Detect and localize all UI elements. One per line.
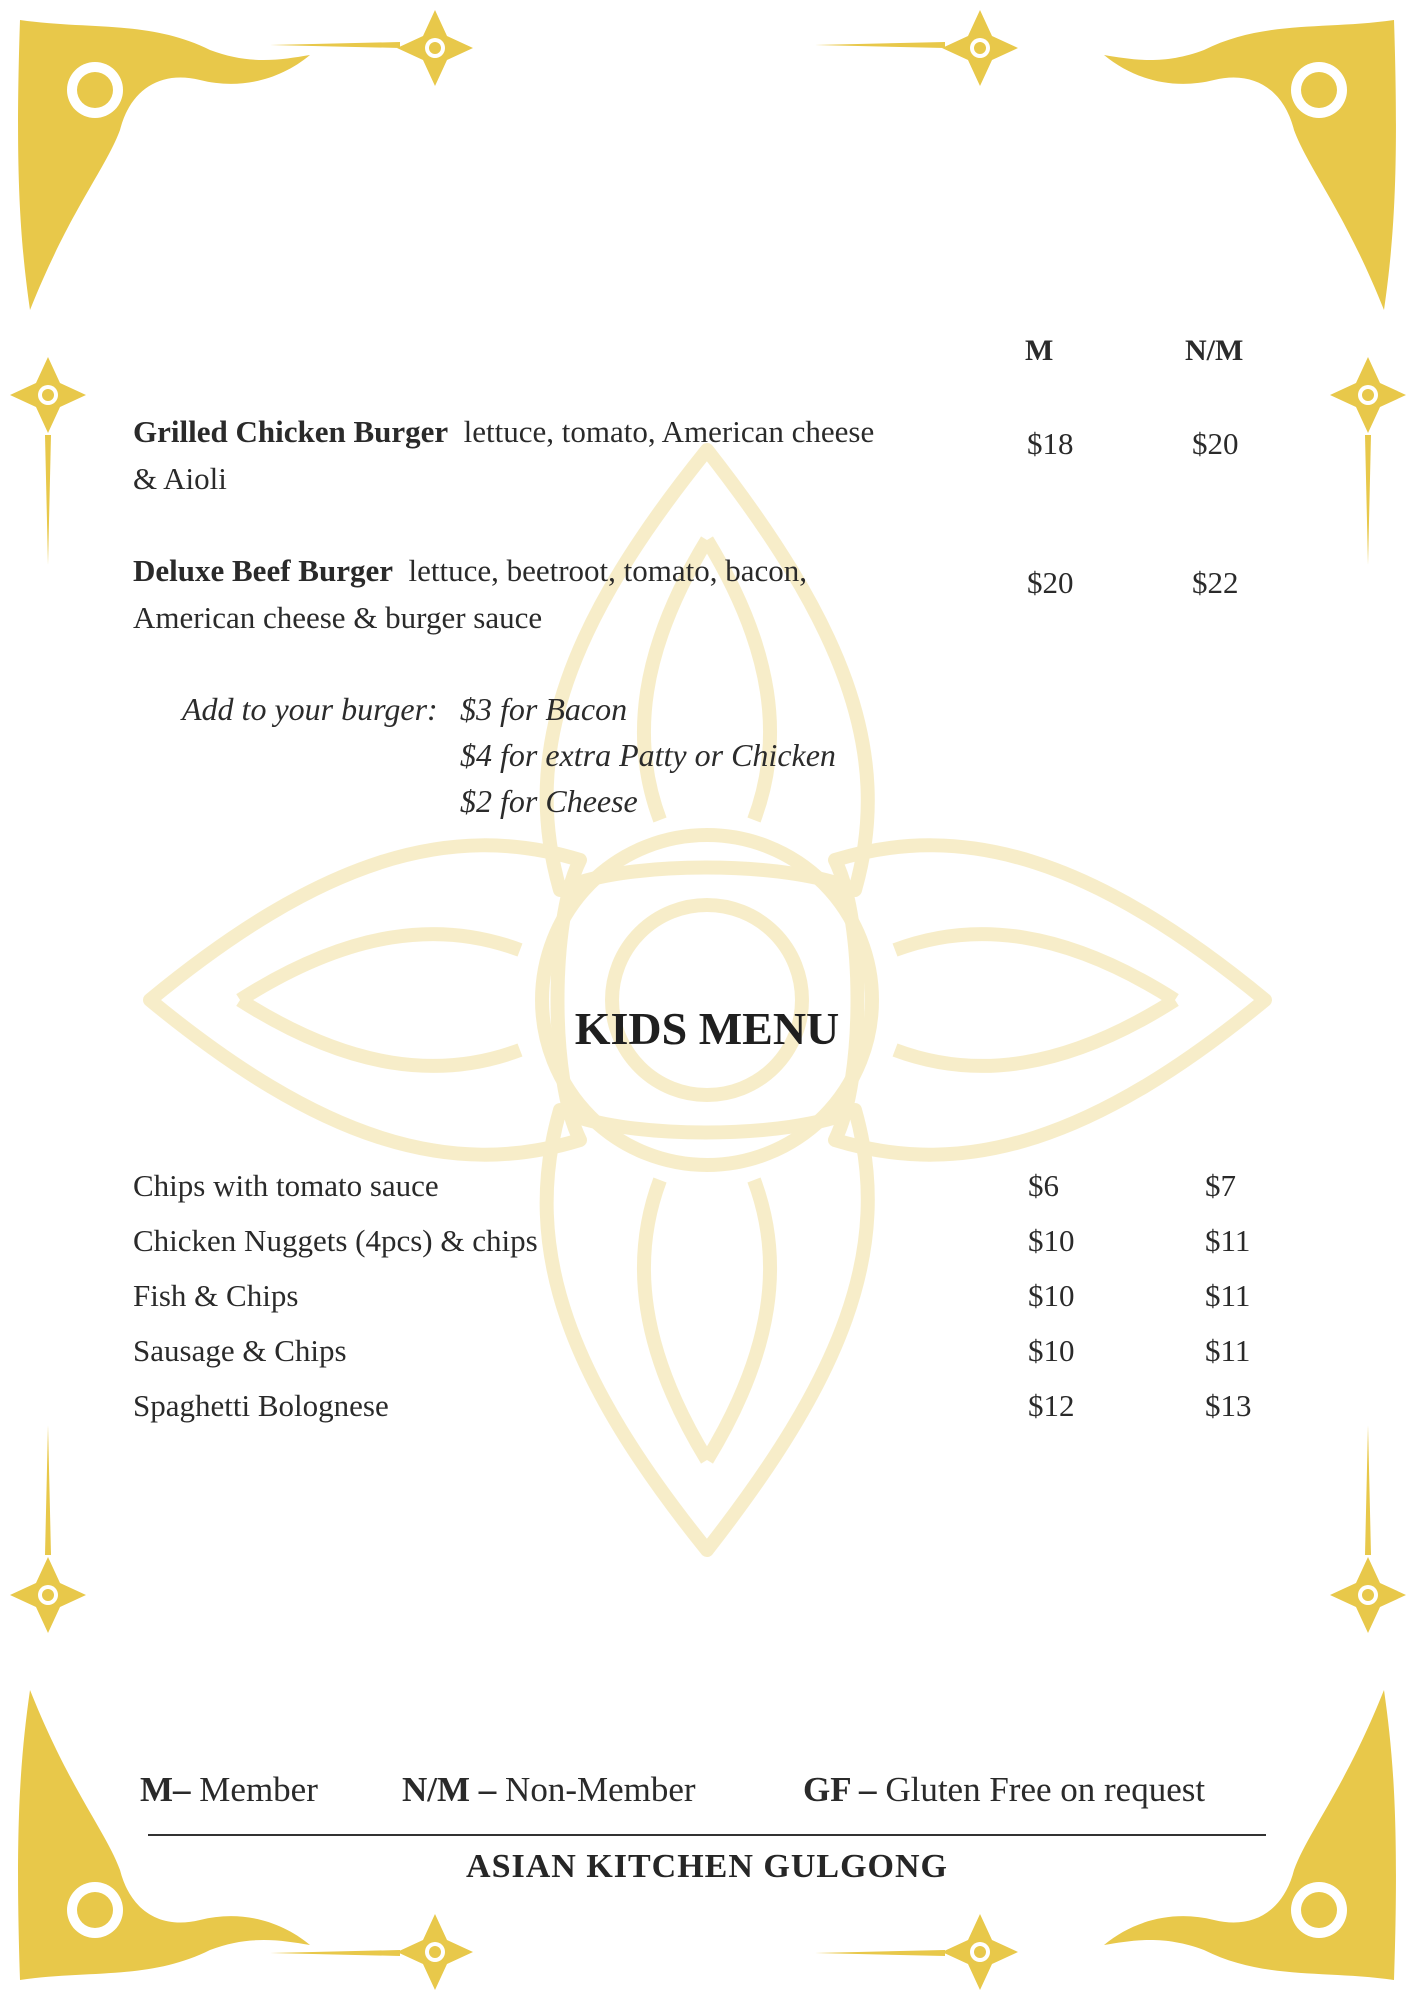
kids-menu-row [133,1333,1263,1388]
flower-ornament-right-upper-icon [1328,355,1408,435]
legend-gluten-free [803,1770,1205,1810]
spike-ornament-left-upper-icon [43,435,53,565]
price-member: $10 [1028,1333,1075,1368]
kids-item-name: Chicken Nuggets (4pcs) & chips [133,1223,538,1258]
kids-menu-row [133,1388,1263,1443]
price-non-member: $11 [1205,1333,1251,1368]
flower-ornament-bottom-left-icon [395,1912,475,1992]
flower-ornament-right-lower-icon [1328,1555,1408,1635]
spike-ornament-top-left-icon [270,40,400,50]
price-non-member: $20 [1192,426,1239,461]
price-non-member: $11 [1205,1278,1251,1313]
price-non-member: $13 [1205,1388,1252,1423]
legend-value: Non-Member [505,1770,696,1809]
legend-value: Member [199,1770,318,1809]
kids-menu-row [133,1278,1263,1333]
footer-divider [148,1834,1266,1836]
non-member-column-header: N/M [1185,334,1244,367]
flower-ornament-left-upper-icon [8,355,88,435]
spike-ornament-bottom-center-icon [815,1948,945,1958]
legend-member [140,1770,318,1810]
spike-ornament-top-center-icon [815,40,945,50]
flower-ornament-bottom-right-icon [940,1912,1020,1992]
flower-ornament-left-lower-icon [8,1555,88,1635]
price-member: $20 [1027,565,1074,600]
price-member: $6 [1028,1168,1059,1203]
kids-menu-row [133,1223,1263,1278]
kids-item-name: Sausage & Chips [133,1333,347,1368]
menu-item-grilled-chicken-burger [133,408,993,502]
menu-item-name: Grilled Chicken Burger [133,414,449,449]
addon-option: $3 for Bacon [460,691,628,727]
kids-item-name: Chips with tomato sauce [133,1168,439,1203]
menu-item-description: lettuce, tomato, American cheese [463,414,875,449]
restaurant-name: ASIAN KITCHEN GULGONG [466,1848,948,1885]
kids-menu-title: KIDS MENU [574,1003,840,1054]
menu-item-name: Deluxe Beef Burger [133,553,393,588]
spike-ornament-bottom-left-icon [270,1948,400,1958]
flower-ornament-top-left-icon [395,8,475,88]
member-column-header: M [1025,334,1054,367]
corner-ornament-top-right-icon [1094,10,1404,320]
menu-item-deluxe-beef-burger [133,547,993,641]
spike-ornament-right-lower-icon [1363,1425,1373,1555]
addon-option: $2 for Cheese [460,783,638,819]
spike-ornament-left-lower-icon [43,1425,53,1555]
legend-key: N/M – [402,1770,497,1809]
kids-item-name: Spaghetti Bolognese [133,1388,389,1423]
price-non-member: $22 [1192,565,1239,600]
spike-ornament-right-upper-icon [1363,435,1373,565]
price-member: $12 [1028,1388,1075,1423]
menu-item-description-cont: American cheese & burger sauce [133,600,543,635]
kids-item-name: Fish & Chips [133,1278,299,1313]
price-non-member: $11 [1205,1223,1251,1258]
addon-label: Add to your burger: [182,691,438,727]
legend-key: M– [140,1770,191,1809]
corner-ornament-top-left-icon [10,10,320,320]
price-legend [140,1770,1270,1820]
price-member: $10 [1028,1278,1075,1313]
legend-non-member [402,1770,696,1810]
price-non-member: $7 [1205,1168,1236,1203]
legend-value: Gluten Free on request [885,1770,1206,1809]
kids-menu-row [133,1168,1263,1223]
flower-ornament-top-right-icon [940,8,1020,88]
menu-item-description: lettuce, beetroot, tomato, bacon, [408,553,808,588]
addon-option: $4 for extra Patty or Chicken [460,737,836,773]
price-member: $18 [1027,426,1074,461]
legend-key: GF – [803,1770,877,1809]
price-member: $10 [1028,1223,1075,1258]
menu-item-description-cont: & Aioli [133,461,227,496]
